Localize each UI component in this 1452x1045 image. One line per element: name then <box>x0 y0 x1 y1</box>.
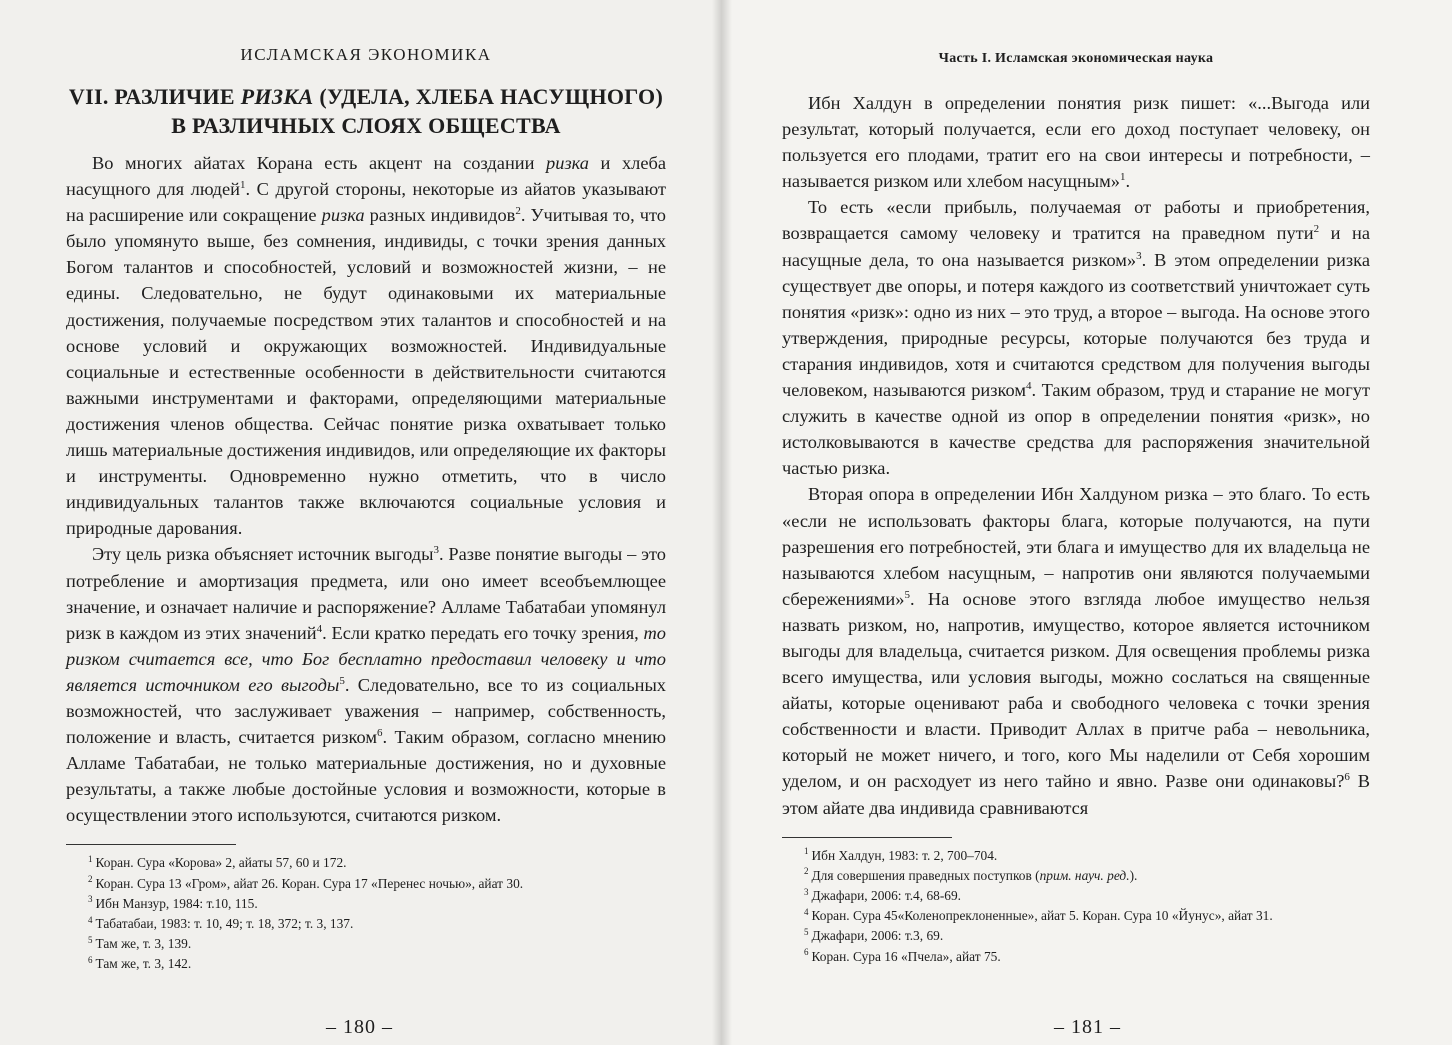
footnote-ref: 5 <box>904 588 910 601</box>
footnote-item <box>782 886 1370 906</box>
right-paragraph-2 <box>782 194 1370 481</box>
left-body-text <box>66 150 666 828</box>
footnote-text: Для совершения праведных поступков ( <box>811 867 1040 883</box>
footnote-item <box>66 954 666 974</box>
footnote-text: Там же, т. 3, 142. <box>95 956 192 972</box>
footnote-text: Ибн Халдун, 1983: т. 2, 700–704. <box>811 847 998 863</box>
footnote-ref: 2 <box>1313 223 1320 236</box>
footnote-number: 3 <box>804 886 809 897</box>
footnote-text: Коран. Сура 13 «Гром», айат 26. Коран. Сура 17 «Перенес ночью», айат 30. <box>95 875 524 891</box>
italic-quote: то ризком считается все, что Бог бесплатно предоставил человеку и что является источником его выгоды <box>66 622 666 695</box>
footnote-text: Табатабаи, 1983: т. 10, 49; т. 18, 372; т. 3, 137. <box>95 916 354 932</box>
footnote-item <box>782 866 1370 886</box>
footnote-item <box>66 874 666 894</box>
footnote-item <box>782 906 1370 926</box>
page-number-left: – 180 – <box>326 1016 393 1038</box>
footnote-number: 6 <box>804 947 809 958</box>
text-run: . На основе этого взгляда любое имущество нельзя назвать ризком, но, напротив, имущество, которое является источником выгоды для владельца, считается ризком. Для освещения проблемы ризка всего имущества, или условия выгоды, можно сослаться на священные айаты, которые оценивают раба и свободного человека с точки зрения собственности и власти. Приводит Аллах в притче раба – невольника, который не может ничего, и того, кого Мы наделили от Себя хорошим уделом, и он расходует из него тайно и явно. Разве они одинаковы? <box>782 588 1370 792</box>
text-run: То есть «если прибыль, получаемая от работы и приобретения, возвращается самому человеку и тратится на праведном пути <box>782 197 1370 244</box>
footnote-ref: 6 <box>1344 771 1350 784</box>
footnote-ref: 4 <box>1026 379 1032 392</box>
footnote-item <box>66 894 666 914</box>
footnote-number: 3 <box>88 894 93 905</box>
chapter-title-line-1 <box>66 82 666 111</box>
text-run: Вторая опора в определении Ибн Халдуном ризка – это благо. То есть «если не использовать факторы блага, которые получаются, на пути разрешения его потребностей, эти блага и имущество для их владельца не называются хлебом насущным, – напротив они являются получаемыми сбережениями» <box>782 484 1370 609</box>
footnote-number: 2 <box>88 874 93 885</box>
text-run: . С другой стороны, некоторые из айатов указывают на расширение или сокращение <box>66 179 666 226</box>
footnote-text: Джафари, 2006: т.3, 69. <box>811 928 944 944</box>
footnote-text: Коран. Сура «Корова» 2, айаты 57, 60 и 172. <box>95 855 347 871</box>
text-run: . <box>1125 171 1131 192</box>
footnote-text: Там же, т. 3, 139. <box>95 936 192 952</box>
footnote-item <box>782 846 1370 866</box>
footnote-number: 6 <box>88 954 93 965</box>
footnote-ref: 6 <box>376 726 383 739</box>
text-run: Во многих айатах Корана есть акцент на создании <box>92 153 547 173</box>
footnote-item <box>782 947 1370 967</box>
page-number-right: – 181 – <box>1054 1016 1121 1038</box>
text-run: . Таким образом, труд и старание не могут служить в качестве одной из опор в определении понятия «ризк», но истолковываются в качестве средства для распоряжения значительной частью ризка. <box>782 380 1370 479</box>
chapter-title-italic: РИЗКА <box>240 84 314 109</box>
footnote-divider <box>66 844 236 845</box>
left-footnotes <box>66 853 666 974</box>
left-page <box>0 0 722 1045</box>
footnote-number: 1 <box>804 846 809 857</box>
footnote-text: Ибн Манзур, 1984: т.10, 115. <box>95 895 258 911</box>
text-run: . Учитывая то, что было упомянуто выше, без сомнения, индивиды, с точки зрения данных Богом талантов и способностей, условий и возможностей жизни, – не едины. Следовательно, не будут одинаковыми их материальные достижения, получаемые посредством этих талантов и способностей и на основе условий и окружающих возможностей. Индивидуальные социальные и естественные особенности в действительности считаются важными инструментами и факторами, определяющими материальные достижения членов общества. Сейчас понятие ризка охватывает только лишь материальные достижения индивидов, или определяющие их факторы и инструменты. Одновременно нужно отметить, что в число индивидуальных талантов также включаются социальные условия и природные дарования. <box>66 205 666 539</box>
footnote-item <box>782 926 1370 946</box>
footnote-ref: 3 <box>433 544 439 557</box>
chapter-title-line-2: В РАЗЛИЧНЫХ СЛОЯХ ОБЩЕСТВА <box>171 113 561 138</box>
text-run: . В этом определении ризка существует две опоры, и потеря каждого из соответствий уничтожает суть понятия «ризк»: одно из них – это труд, а второе – выгода. На основе этого утверждения, природные ресурсы, которые получаются без труда и старания индивидов, хотя и считаются средством для получения выгоды человеком, называются ризком <box>782 249 1370 401</box>
italic-term: ризка <box>321 205 365 226</box>
right-footnotes <box>782 846 1370 967</box>
footnote-number: 5 <box>804 926 809 937</box>
footnote-ref: 4 <box>316 622 323 635</box>
chapter-title-suffix: (УДЕЛА, ХЛЕБА НАСУЩНОГО) <box>313 84 664 109</box>
footnote-text: Коран. Сура 16 «Пчела», айат 75. <box>811 948 1001 964</box>
footnote-number: 4 <box>88 914 93 925</box>
footnote-item <box>66 853 666 873</box>
text-run: . Таким образом, согласно мнению Алламе Табатабаи, не только материальные достижения, но и духовные результаты, а также любые достойные условия и возможности, которые в осуществлении этого используются, считаются ризком. <box>66 727 666 826</box>
footnote-text: Джафари, 2006: т.4, 68-69. <box>811 888 962 904</box>
left-paragraph-1 <box>66 150 666 541</box>
text-run: В этом айате два индивида сравниваются <box>782 771 1370 818</box>
text-run: и хлеба насущного для людей <box>66 153 666 200</box>
editor-note: прим. науч. ред. <box>1039 867 1130 883</box>
footnote-number: 2 <box>804 866 809 877</box>
chapter-title-prefix: VII. РАЗЛИЧИЕ <box>68 84 241 109</box>
right-paragraph-1 <box>782 90 1370 194</box>
footnote-item <box>66 934 666 954</box>
text-run: разных индивидов <box>364 205 516 226</box>
footnote-divider <box>782 837 952 838</box>
right-body-text <box>782 90 1370 821</box>
footnote-item <box>66 914 666 934</box>
text-run: . Следовательно, все то из социальных возможностей, что заслуживает уважения – например, собственность, положение и власть, считается ризком <box>66 674 666 748</box>
italic-term: ризка <box>546 153 589 173</box>
right-paragraph-3 <box>782 481 1370 820</box>
footnote-ref: 1 <box>1120 171 1126 184</box>
footnote-ref: 5 <box>339 674 345 687</box>
text-run: . Если кратко передать его точку зрения, <box>322 622 644 643</box>
footnote-ref: 1 <box>240 178 246 191</box>
text-run: Эту цель ризка объясняет источник выгоды <box>92 544 434 565</box>
running-head-right: Часть I. Исламская экономическая наука <box>938 51 1214 66</box>
text-run: Ибн Халдун в определении понятия ризк пишет: «...Выгода или результат, который получается, если его доход поступает человеку, он пользуется его плодами, тратит его на свои интересы и потребности, – называется ризком или хлебом насущным» <box>782 93 1370 192</box>
left-paragraph-2 <box>66 541 666 828</box>
text-run: и на насущные дела, то она называется ризком» <box>782 223 1371 270</box>
footnote-text: Коран. Сура 45«Коленопреклоненные», айат 5. Коран. Сура 10 «Йунус», айат 31. <box>811 908 1273 924</box>
footnote-ref: 2 <box>515 205 521 218</box>
right-page <box>722 0 1452 1045</box>
footnote-text: ). <box>1129 867 1138 883</box>
footnote-number: 5 <box>88 934 93 945</box>
running-head-left: ИСЛАМСКАЯ ЭКОНОМИКА <box>240 45 492 64</box>
text-run: . Разве понятие выгоды – это потребление и амортизация предмета, или оно имеет всеобъемлющее значение, и означает наличие и распоряжение? Алламе Табатабаи упомянул ризк в каждом из этих значений <box>66 544 666 643</box>
footnote-ref: 3 <box>1136 249 1142 262</box>
footnote-number: 1 <box>88 853 93 864</box>
chapter-title <box>66 82 666 140</box>
footnote-number: 4 <box>804 906 809 917</box>
